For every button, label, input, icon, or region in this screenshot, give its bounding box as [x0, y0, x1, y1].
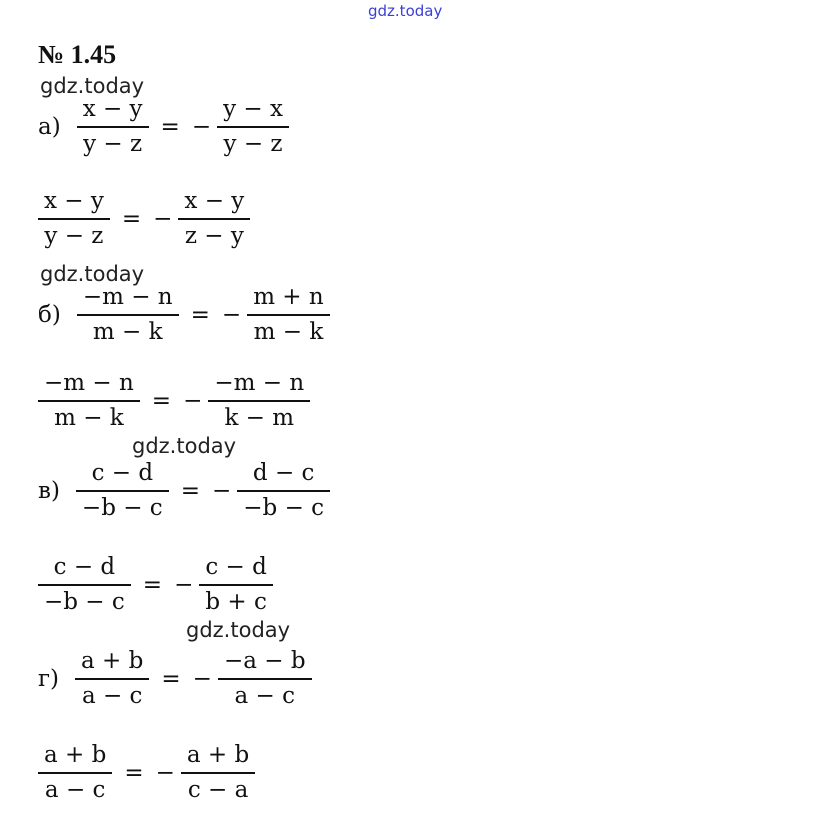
- minus-sign: −: [174, 571, 194, 598]
- numerator: c − d: [91, 460, 154, 486]
- lhs-fraction: [38, 554, 131, 616]
- rhs-fraction: [208, 370, 310, 432]
- numerator: −m − n: [82, 284, 173, 310]
- denominator: z − y: [184, 222, 244, 249]
- fraction-bar: [77, 126, 149, 127]
- numerator: a + b: [44, 742, 107, 768]
- minus-sign: −: [221, 301, 242, 328]
- numerator: −m − n: [44, 370, 134, 396]
- denominator: y − z: [83, 130, 143, 157]
- fraction-bar: [38, 772, 112, 773]
- watermark-d: gdz.today: [186, 618, 291, 642]
- fraction-bar: [218, 678, 312, 679]
- section-label-c: в): [38, 477, 60, 504]
- lhs-fraction: [75, 648, 149, 710]
- equation-a-1: [38, 96, 293, 158]
- numerator: c − d: [205, 554, 267, 580]
- denominator: −b − c: [243, 494, 325, 521]
- lhs-fraction: [76, 460, 169, 522]
- section-label-a: а): [38, 113, 61, 140]
- header-watermark: gdz.today: [368, 2, 443, 20]
- equals-sign: =: [160, 113, 180, 140]
- fraction-bar: [77, 314, 179, 315]
- fraction-bar: [38, 400, 140, 401]
- equals-sign: =: [121, 205, 142, 232]
- numerator: d − c: [252, 460, 315, 486]
- denominator: −b − c: [81, 494, 163, 521]
- rhs-fraction: [217, 96, 289, 158]
- equation-c-1: [38, 460, 334, 522]
- numerator: y − x: [223, 96, 283, 122]
- equation-a-2: [34, 188, 254, 250]
- denominator: m − k: [54, 404, 124, 431]
- denominator: c − a: [187, 776, 249, 803]
- numerator: −a − b: [223, 648, 306, 674]
- numerator: −m − n: [214, 370, 305, 396]
- denominator: y − z: [223, 130, 283, 157]
- numerator: x − y: [184, 188, 245, 214]
- equals-sign: =: [180, 477, 200, 504]
- equation-b-2: [34, 370, 314, 432]
- equation-c-2: [34, 554, 277, 616]
- denominator: m − k: [253, 318, 324, 345]
- fraction-bar: [208, 400, 310, 401]
- denominator: a − c: [44, 776, 106, 803]
- rhs-fraction: [218, 648, 312, 710]
- denominator: k − m: [224, 404, 295, 431]
- rhs-fraction: [237, 460, 330, 522]
- denominator: a − c: [81, 682, 143, 709]
- numerator: a + b: [81, 648, 144, 674]
- minus-sign: −: [191, 113, 212, 140]
- rhs-fraction: [199, 554, 273, 616]
- minus-sign: −: [192, 665, 212, 692]
- equals-sign: =: [124, 759, 144, 786]
- equation-b-1: [38, 284, 334, 346]
- denominator: y − z: [44, 222, 104, 249]
- equals-sign: =: [151, 387, 172, 414]
- fraction-bar: [178, 218, 250, 219]
- fraction-bar: [217, 126, 289, 127]
- rhs-fraction: [247, 284, 330, 346]
- minus-sign: −: [183, 387, 203, 414]
- lhs-fraction: [38, 742, 112, 804]
- minus-sign: −: [211, 477, 232, 504]
- numerator: x − y: [44, 188, 104, 214]
- fraction-bar: [247, 314, 330, 315]
- lhs-fraction: [38, 188, 110, 250]
- minus-sign: −: [153, 205, 173, 232]
- numerator: m + n: [253, 284, 324, 310]
- equals-sign: =: [190, 301, 210, 328]
- equation-d-1: [38, 648, 316, 710]
- denominator: a − c: [234, 682, 295, 709]
- section-label-b: б): [38, 301, 61, 328]
- equation-d-2: [34, 742, 259, 804]
- denominator: m − k: [92, 318, 163, 345]
- rhs-fraction: [181, 742, 255, 804]
- fraction-bar: [76, 490, 169, 491]
- fraction-bar: [75, 678, 149, 679]
- denominator: −b − c: [44, 588, 125, 615]
- watermark-c: gdz.today: [132, 434, 237, 458]
- denominator: b + c: [205, 588, 267, 615]
- watermark-a: gdz.today: [40, 74, 145, 98]
- lhs-fraction: [77, 284, 179, 346]
- minus-sign: −: [155, 759, 175, 786]
- numerator: c − d: [53, 554, 116, 580]
- fraction-bar: [38, 218, 110, 219]
- lhs-fraction: [38, 370, 140, 432]
- rhs-fraction: [178, 188, 250, 250]
- equals-sign: =: [161, 665, 181, 692]
- equals-sign: =: [142, 571, 163, 598]
- fraction-bar: [199, 584, 273, 585]
- watermark-b: gdz.today: [40, 262, 145, 286]
- problem-title: № 1.45: [38, 40, 117, 69]
- numerator: x − y: [82, 96, 143, 122]
- numerator: a + b: [186, 742, 250, 768]
- section-label-d: г): [38, 665, 60, 692]
- lhs-fraction: [77, 96, 149, 158]
- fraction-bar: [237, 490, 330, 491]
- fraction-bar: [181, 772, 255, 773]
- fraction-bar: [38, 584, 131, 585]
